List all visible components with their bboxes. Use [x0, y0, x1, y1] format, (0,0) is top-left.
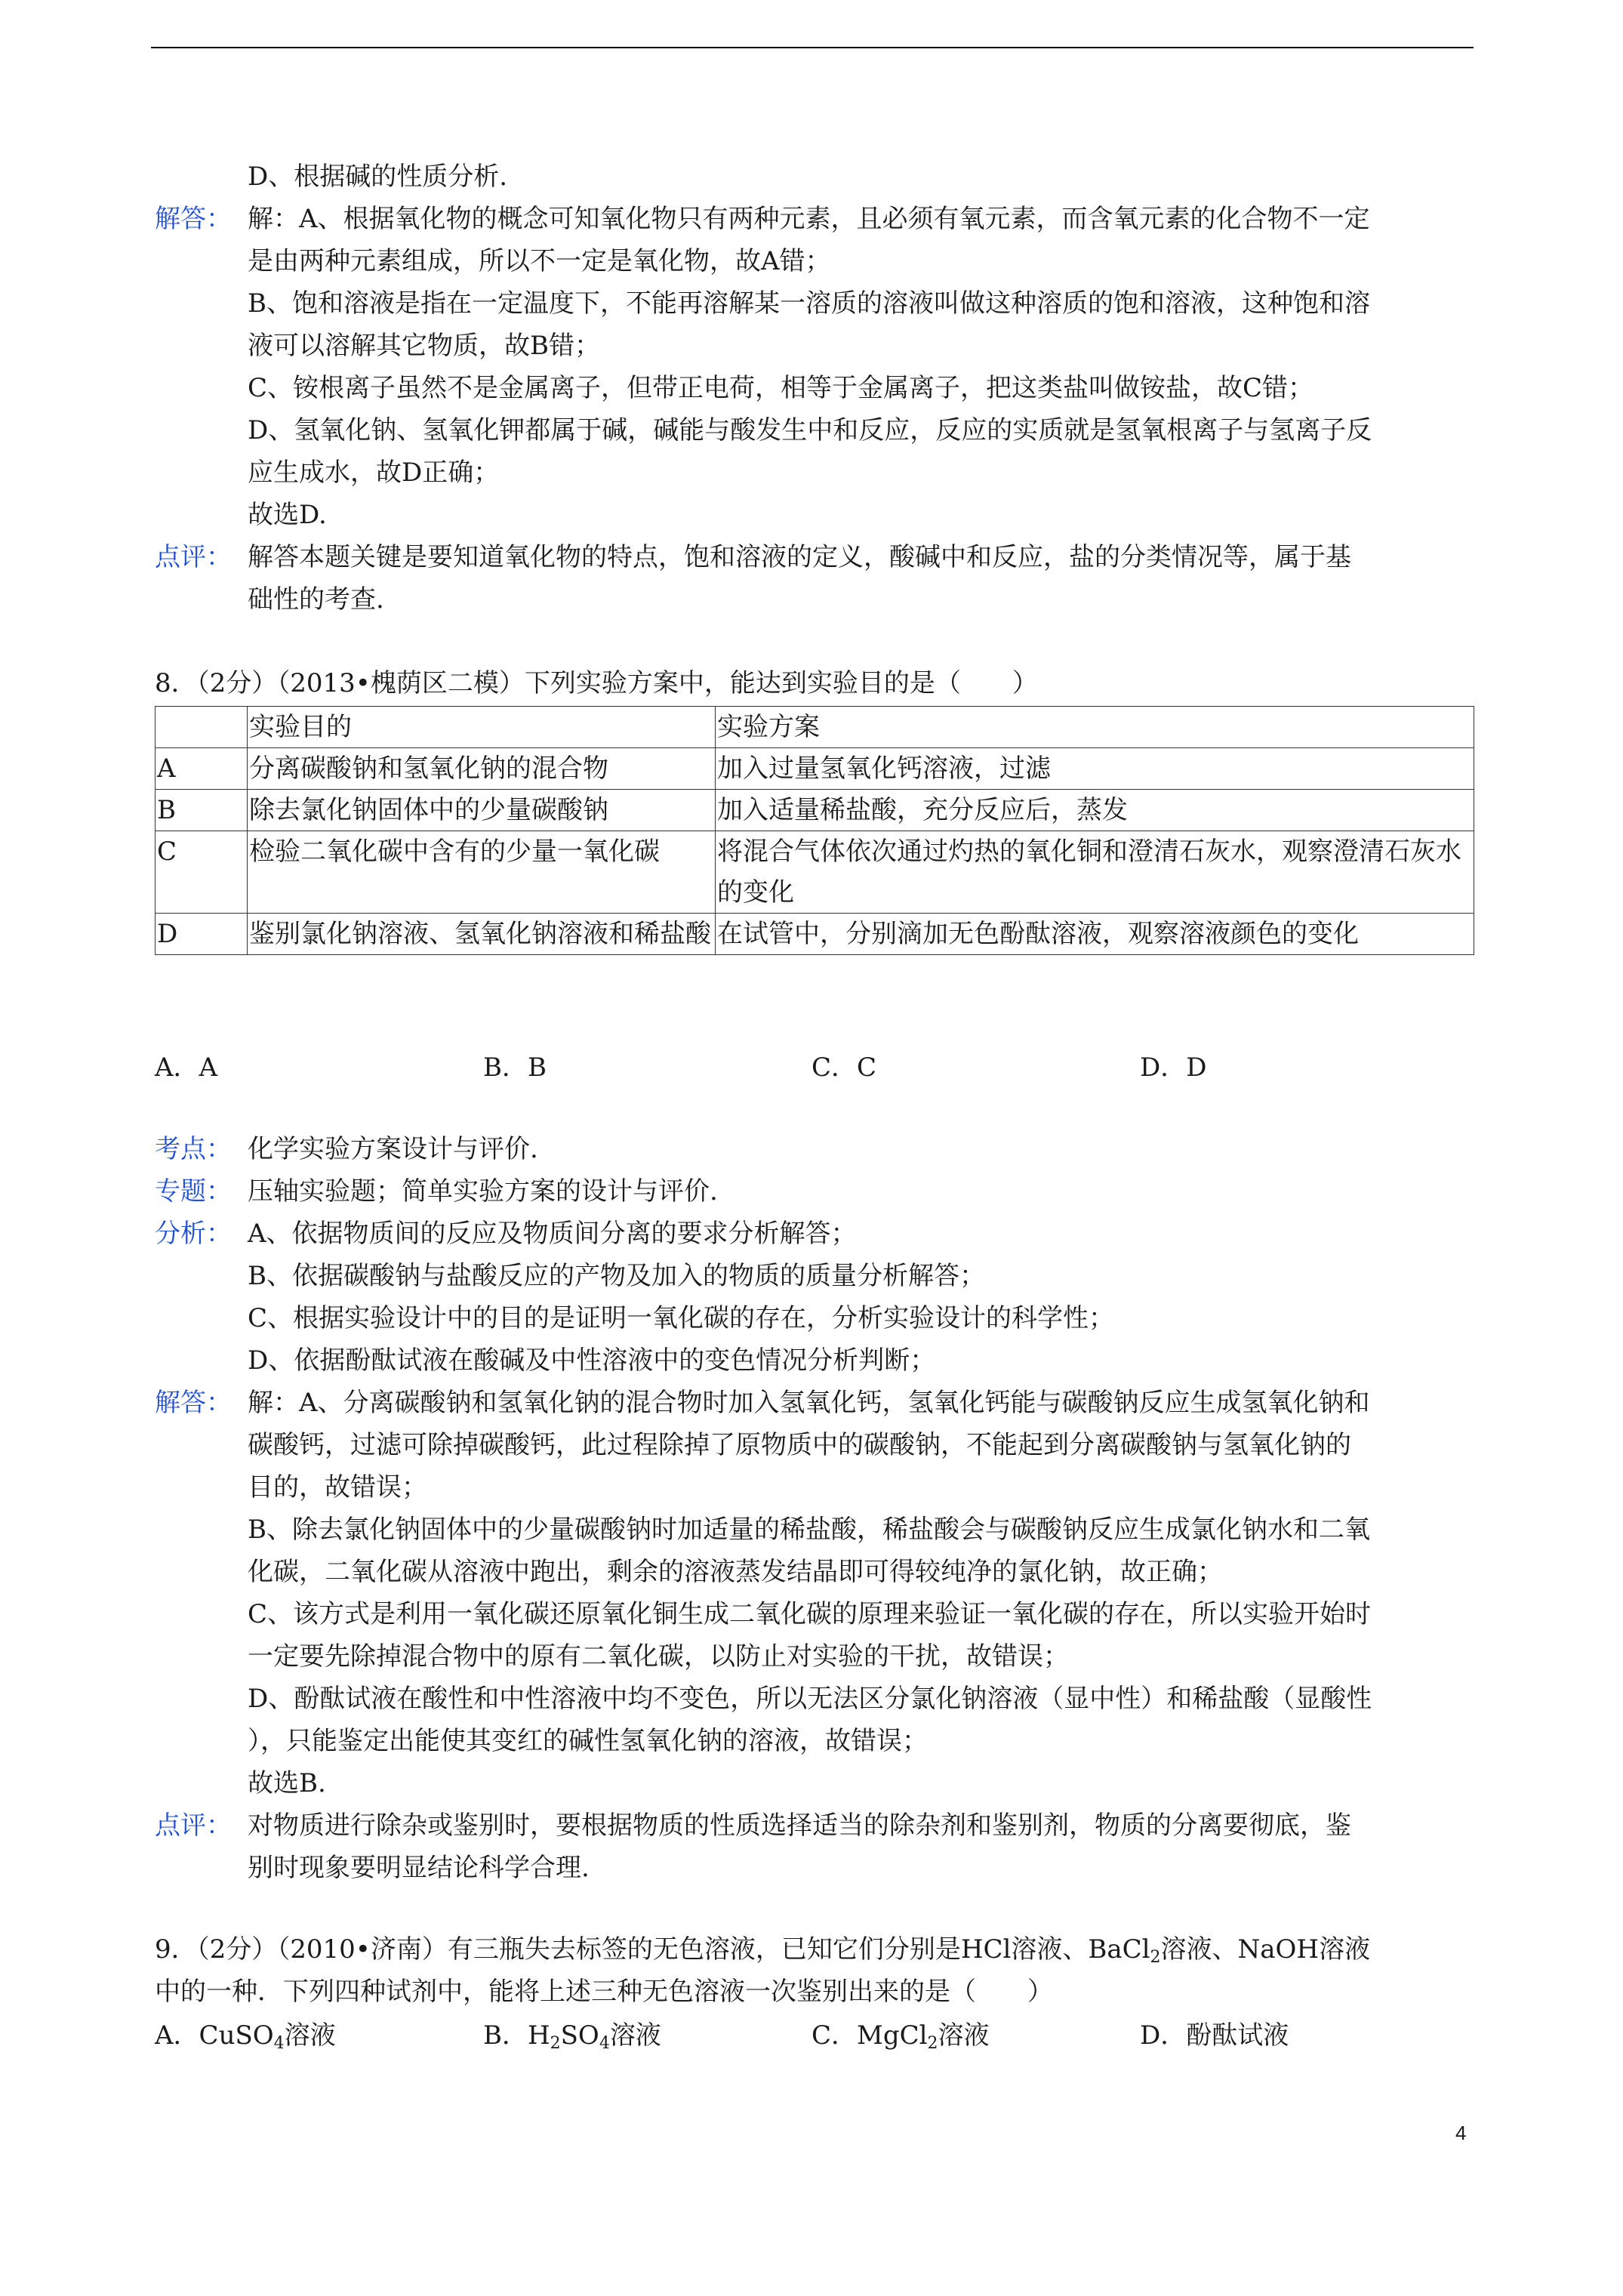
option-text: C．MgCl [812, 2020, 928, 2051]
q7-comment-line: 础性的考查. [248, 584, 384, 615]
q8-kaodian: 化学实验方案设计与评价. [248, 1134, 538, 1164]
subscript: 4 [599, 2034, 610, 2053]
row-key: C [156, 831, 248, 914]
q8-option-a: A．A [155, 1052, 218, 1083]
row-purpose: 除去氯化钠固体中的少量碳酸钠 [248, 790, 716, 831]
row-plan: 在试管中，分别滴加无色酚酞溶液，观察溶液颜色的变化 [716, 914, 1474, 955]
q8-answer-line: 目的，故错误； [248, 1472, 427, 1502]
q8-zhuanti-label: 专题： [155, 1176, 232, 1207]
option-text: 溶液 [284, 2020, 336, 2051]
q8-answer-line: D、酚酞试液在酸性和中性溶液中均不变色，所以无法区分氯化钠溶液（显中性）和稀盐酸（显酸性 [248, 1684, 1372, 1714]
subscript: 2 [550, 2034, 561, 2053]
q8-fenxi-line: C、根据实验设计中的目的是证明一氧化碳的存在，分析实验设计的科学性； [248, 1303, 1115, 1333]
row-purpose: 分离碳酸钠和氢氧化钠的混合物 [248, 748, 716, 790]
q8-zhuanti: 压轴实验题；简单实验方案的设计与评价. [248, 1176, 718, 1207]
q9-stem-text: 溶液、NaOH溶液 [1160, 1934, 1371, 1965]
table-header-cell [156, 707, 248, 748]
row-plan: 加入过量氢氧化钙溶液，过滤 [716, 748, 1474, 790]
q8-answer-label: 解答： [155, 1388, 232, 1418]
subscript: 4 [273, 2034, 285, 2053]
q9-stem-line1 [155, 1928, 1370, 1971]
row-key: B [156, 790, 248, 831]
q7-comment-line: 解答本题关键是要知道氧化物的特点，饱和溶液的定义，酸碱中和反应，盐的分类情况等，属于基 [248, 542, 1351, 572]
table-row [156, 831, 1474, 914]
q8-comment-line: 对物质进行除杂或鉴别时，要根据物质的性质选择适当的除杂剂和鉴别剂，物质的分离要彻底，鉴 [248, 1811, 1351, 1841]
row-plan: 将混合气体依次通过灼热的氧化铜和澄清石灰水，观察澄清石灰水的变化 [716, 831, 1474, 914]
q7-answer-line: 液可以溶解其它物质，故B错； [248, 331, 600, 361]
page-number: 4 [1455, 2122, 1467, 2144]
q9-option-a [155, 2014, 336, 2057]
option-text: 溶液 [938, 2020, 990, 2051]
row-purpose: 检验二氧化碳中含有的少量一氧化碳 [248, 831, 716, 914]
q8-fenxi-line: B、依据碳酸钠与盐酸反应的产物及加入的物质的质量分析解答； [248, 1261, 985, 1291]
q8-comment-line: 别时现象要明显结论科学合理. [248, 1853, 590, 1883]
q8-answer-line: 故选B. [248, 1768, 326, 1798]
q8-experiment-table [155, 706, 1474, 955]
q7-answer-line: 解：A、根据氧化物的概念可知氧化物只有两种元素，且必须有氧元素，而含氧元素的化合物不一定 [248, 204, 1370, 234]
row-plan: 加入适量稀盐酸，充分反应后，蒸发 [716, 790, 1474, 831]
q8-comment-label: 点评： [155, 1811, 232, 1841]
q7-answer-line: C、铵根离子虽然不是金属离子，但带正电荷，相等于金属离子，把这类盐叫做铵盐，故C错； [248, 373, 1314, 403]
option-text: A．CuSO [155, 2020, 274, 2051]
table-header-cell: 实验目的 [248, 707, 716, 748]
q7-answer-line: 故选D. [248, 500, 327, 530]
q8-answer-line: 碳酸钙，过滤可除掉碳酸钙，此过程除掉了原物质中的碳酸钠，不能起到分离碳酸钠与氢氧化钠的 [248, 1430, 1351, 1460]
q7-comment-label: 点评： [155, 542, 232, 572]
q7-answer-label: 解答： [155, 204, 232, 234]
table-row [156, 748, 1474, 790]
q8-fenxi-line: A、依据物质间的反应及物质间分离的要求分析解答； [248, 1219, 857, 1249]
q8-option-c: C．C [812, 1052, 877, 1083]
option-text: 溶液 [609, 2020, 661, 2051]
q8-answer-line: 化碳，二氧化碳从溶液中跑出，剩余的溶液蒸发结晶即可得较纯净的氯化钠，故正确； [248, 1557, 1223, 1587]
q7-answer-line: D、氢氧化钠、氢氧化钾都属于碱，碱能与酸发生中和反应，反应的实质就是氢氧根离子与氢离子反 [248, 415, 1372, 445]
row-key: D [156, 914, 248, 955]
q9-option-d: D．酚酞试液 [1140, 2020, 1289, 2051]
q8-answer-line: 一定要先除掉混合物中的原有二氧化碳，以防止对实验的干扰，故错误； [248, 1641, 1069, 1672]
option-text: B．H [483, 2020, 550, 2051]
header-rule [151, 47, 1474, 48]
q8-answer-line: B、除去氯化钠固体中的少量碳酸钠时加适量的稀盐酸，稀盐酸会与碳酸钠反应生成氯化钠水和二氧 [248, 1515, 1370, 1545]
row-key: A [156, 748, 248, 790]
q9-option-c [812, 2014, 989, 2057]
q9-stem-text: 9．（2分）（2010•济南）有三瓶失去标签的无色溶液，已知它们分别是HCl溶液、BaCl [155, 1934, 1150, 1965]
table-header-row [156, 707, 1474, 748]
table-row [156, 790, 1474, 831]
q8-kaodian-label: 考点： [155, 1134, 232, 1164]
q8-fenxi-label: 分析： [155, 1219, 232, 1249]
q8-option-b: B．B [483, 1052, 547, 1083]
table-header-cell: 实验方案 [716, 707, 1474, 748]
q7-answer-line: B、饱和溶液是指在一定温度下，不能再溶解某一溶质的溶液叫做这种溶质的饱和溶液，这种饱和溶 [248, 288, 1370, 319]
q8-option-d: D．D [1140, 1052, 1207, 1083]
table-row [156, 914, 1474, 955]
q7-analysis-d: D、根据碱的性质分析. [248, 162, 508, 192]
subscript: 2 [927, 2034, 938, 2053]
q7-answer-line: 是由两种元素组成，所以不一定是氧化物，故A错； [248, 246, 831, 276]
option-text: SO [560, 2020, 599, 2051]
q8-stem: 8．（2分）（2013•槐荫区二模）下列实验方案中，能达到实验目的是（ ） [155, 668, 1038, 698]
subscript: 2 [1150, 1948, 1161, 1967]
q8-answer-line: 解：A、分离碳酸钠和氢氧化钠的混合物时加入氢氧化钙，氢氧化钙能与碳酸钠反应生成氢氧化钠和 [248, 1388, 1370, 1418]
q9-stem-line2: 中的一种．下列四种试剂中，能将上述三种无色溶液一次鉴别出来的是（ ） [155, 1977, 1053, 2007]
q7-answer-line: 应生成水，故D正确； [248, 458, 500, 488]
q8-answer-line: C、该方式是利用一氧化碳还原氧化铜生成二氧化碳的原理来验证一氧化碳的存在，所以实验开始时 [248, 1599, 1372, 1629]
q8-answer-line: ），只能鉴定出能使其变红的碱性氢氧化钠的溶液，故错误； [248, 1726, 928, 1756]
q8-fenxi-line: D、依据酚酞试液在酸碱及中性溶液中的变色情况分析判断； [248, 1345, 936, 1376]
row-purpose: 鉴别氯化钠溶液、氢氧化钠溶液和稀盐酸 [248, 914, 716, 955]
q9-option-b [483, 2014, 661, 2057]
